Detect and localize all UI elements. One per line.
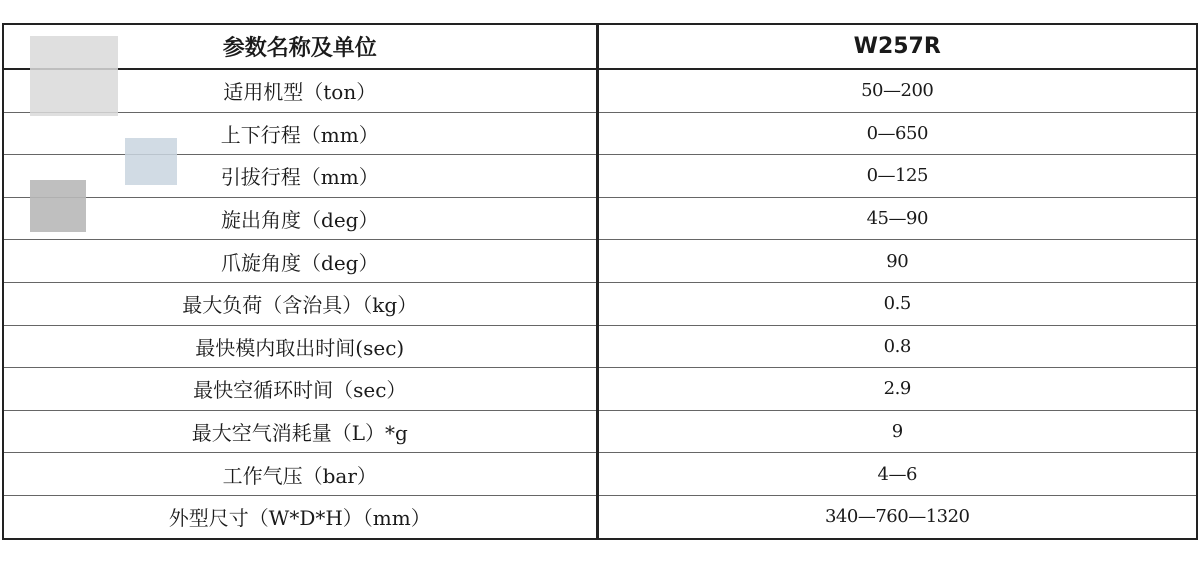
dark-gray-block-decoration xyxy=(30,180,86,232)
row-value-swing-angle: 45—90 xyxy=(597,197,1197,240)
row-param-dry-cycle-time: 最快空循环时间（sec） xyxy=(3,368,597,411)
table-row xyxy=(3,69,1197,112)
table-header-row xyxy=(3,24,1197,69)
table-row xyxy=(3,112,1197,155)
row-value-working-pressure: 4—6 xyxy=(597,453,1197,496)
row-param-take-out-time: 最快模内取出时间(sec) xyxy=(3,325,597,368)
table-row xyxy=(3,155,1197,198)
header-param-name: 参数名称及单位 xyxy=(3,24,597,69)
table-row xyxy=(3,495,1197,538)
table-row xyxy=(3,197,1197,240)
table-row xyxy=(3,410,1197,453)
spec-table xyxy=(2,23,1198,540)
row-value-dimensions: 340—760—1320 xyxy=(824,506,970,528)
table-row xyxy=(3,453,1197,496)
gray-block-decoration xyxy=(30,36,118,116)
table-row xyxy=(3,282,1197,325)
row-param-max-load: 最大负荷（含治具）（kg） xyxy=(3,282,597,325)
row-value-gripper-angle: 90 xyxy=(597,240,1197,283)
row-value-applicable-machine: 50—200 xyxy=(597,69,1197,112)
blue-block-decoration xyxy=(125,138,177,185)
row-param-applicable-machine: 适用机型（ton） xyxy=(3,69,597,112)
row-value-max-load: 0.5 xyxy=(597,282,1197,325)
row-value-dry-cycle-time: 2.9 xyxy=(597,368,1197,411)
table-row xyxy=(3,325,1197,368)
row-param-dimensions: 外型尺寸（W*D*H）（mm） xyxy=(3,495,597,538)
row-value-pull-stroke: 0—125 xyxy=(597,155,1197,198)
row-param-air-consumption: 最大空气消耗量（L）*g xyxy=(3,410,597,453)
row-param-pull-stroke: 引拔行程（mm） xyxy=(3,155,597,198)
row-value-vertical-stroke: 0—650 xyxy=(597,112,1197,155)
row-param-gripper-angle: 爪旋角度（deg） xyxy=(3,240,597,283)
row-value-take-out-time: 0.8 xyxy=(597,325,1197,368)
row-param-vertical-stroke: 上下行程（mm） xyxy=(3,112,597,155)
row-param-swing-angle: 旋出角度（deg） xyxy=(3,197,597,240)
table-row xyxy=(3,368,1197,411)
header-model: W257R xyxy=(597,24,1197,69)
row-value-air-consumption: 9 xyxy=(597,410,1197,453)
table-row xyxy=(3,240,1197,283)
row-param-working-pressure: 工作气压（bar） xyxy=(3,453,597,496)
